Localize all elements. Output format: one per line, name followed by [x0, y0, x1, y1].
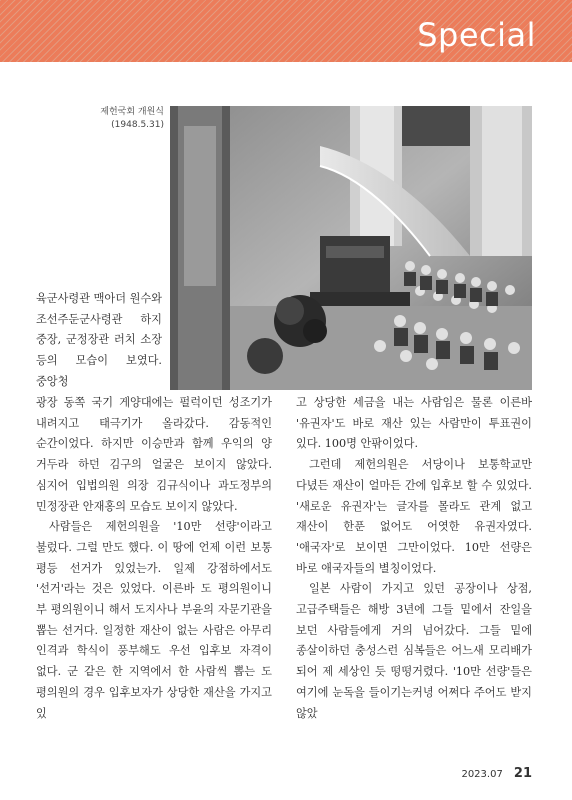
- paragraph: 사람들은 제헌의원을 '10만 선량'이라고 불렀다. 그럴 만도 했다. 이 땅에 언제 이런 보통 평등 선거가 있었는가. 일제 강점하에서도 '선거'라는 것은 있었다. 이른바 도 평의원이니 부 평의원이니 해서 도지사나 부윤의 자문기관을 뽑는 선거다. 일정한 재산이 없는 사람은 아무리 인격과 학식이 풍부해도 우선 입후보 자격이 없다. 군 같은 한 지역에서 한 사람씩 뽑는 도 평의원의 경우 입후보자가 상당한 재산을 가지고 있: [36, 520, 272, 720]
- page-number: 21: [513, 766, 532, 781]
- article-column-right: [296, 393, 532, 724]
- article-intro: 육군사령관 맥아더 원수와 조선주둔군사령관 하지 중장, 군정장관 러치 소장 등의 모습이 보였다. 중앙청: [36, 292, 162, 388]
- paragraph: 고 상당한 세금을 내는 사람임은 물론 이른바 '유권자'도 바로 재산 있는 사람만이 투표권이 있다. 100명 안팎이었다.: [296, 396, 532, 451]
- article-column-left: [36, 393, 272, 724]
- paragraph: 그런데 제헌의원은 서당이나 보통학교만 다녔든 재산이 얼마든 간에 입후보 할 수 있었다. '새로운 유권자'는 글자를 몰라도 관계 없고 재산이 한푼 없어도 어엿한 유권자였다. '애국자'로 보이면 그만이었다. 10만 선량은 바로 애국자들의 별칭이었다.: [296, 458, 532, 575]
- historic-photo: [170, 106, 532, 390]
- photo-caption: 제헌국회 개원식 (1948.5.31): [100, 107, 164, 130]
- section-title: Special: [417, 16, 536, 54]
- paragraph: 일본 사람이 가지고 있던 공장이나 상점, 고급주택들은 해방 3년에 그들 밑에서 잔일을 보던 사람들에게 거의 넘어갔다. 그들 밑에 종살이하던 충성스런 심복들은 어느새 모리배가 되어 제 세상인 듯 떵떵거렸다. '10만 선량'들은 여기에 눈독을 들이기는커녕 어쩌다 주어도 받지 않았: [296, 582, 532, 720]
- page-footer: [461, 762, 532, 781]
- assembly-hall-photo: [170, 106, 532, 390]
- issue-date: 2023.07: [461, 769, 503, 780]
- paragraph: 광장 동쪽 국기 게양대에는 펄럭이던 성조기가 내려지고 태극기가 올라갔다. 감동적인 순간이었다. 하지만 이승만과 함께 우익의 양 거두라 하던 김구의 얼굴은 보이지 않았다. 심지어 입법의원 의장 김규식이나 과도정부의 민정장관 안재홍의 모습도 보이지 않았다.: [36, 396, 272, 513]
